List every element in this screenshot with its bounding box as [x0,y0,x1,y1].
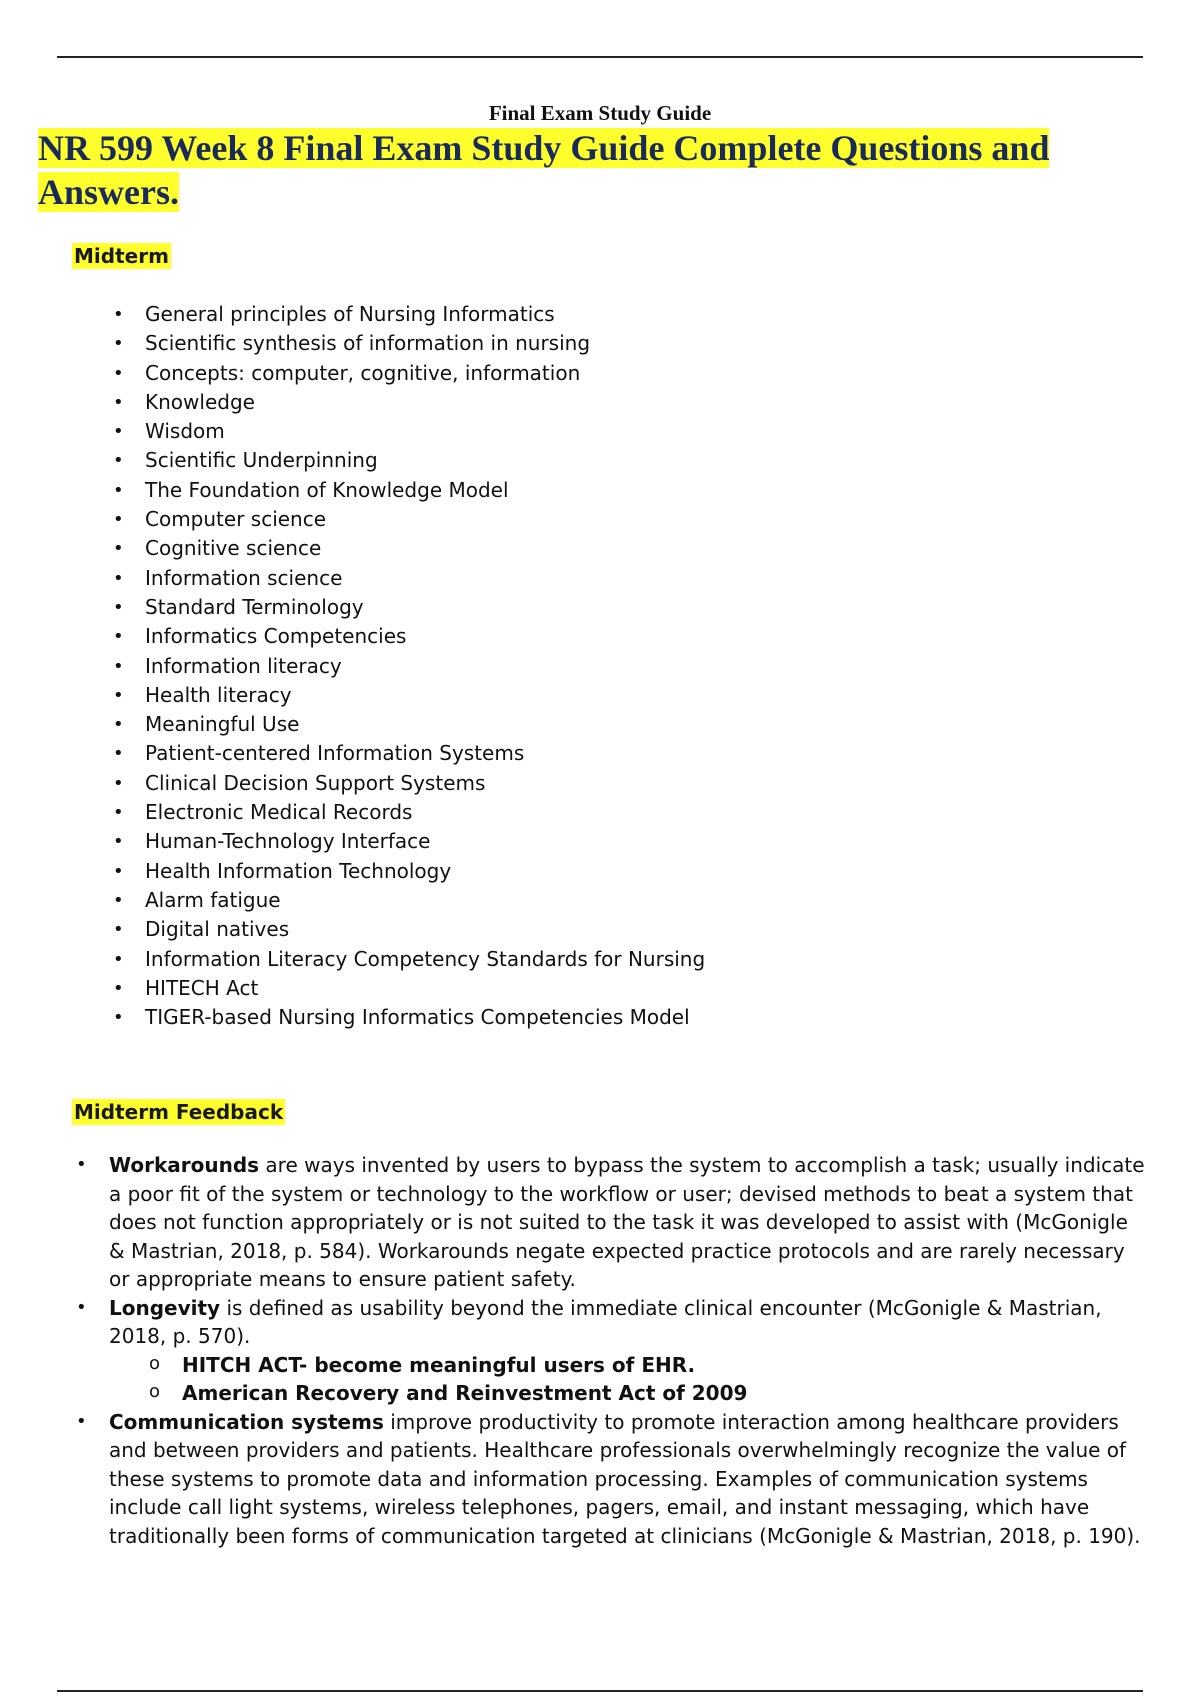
feedback-term: Workarounds [109,1153,260,1177]
list-item: • The Foundation of Knowledge Model [113,476,705,505]
feedback-term: Longevity [109,1295,221,1320]
list-item: • Concepts: computer, cognitive, information [113,359,705,388]
list-item: • Digital natives [113,915,705,944]
list-item: • Knowledge [113,388,705,417]
top-rule [57,56,1143,58]
list-item: • Informatics Competencies [113,622,705,651]
document-title [38,126,1118,214]
list-item: • Alarm fatigue [113,886,705,915]
list-item: • Health literacy [113,681,705,710]
list-item: • HITECH Act [113,974,705,1003]
list-item: • Computer science [113,505,705,534]
list-item: • Wisdom [113,417,705,446]
feedback-text: improve productivity to promote interaction among healthcare providers and between providers and patients. Healthcare professionals overwhelmingly recognize the value of these systems to promote data and information processing. Examples of communication systems include call light systems, wireless telephones, pagers, email, and instant messaging, which have traditionally been forms of communication targeted at clinicians (McGonigle & Mastrian, 2018, p. 190). [109,1409,1141,1548]
feedback-list [76,1151,1146,1550]
list-item: • Patient-centered Information Systems [113,739,705,768]
page-header-title: Final Exam Study Guide [488,101,712,125]
feedback-text: are ways invented by users to bypass the system to accomplish a task; usually indicate a poor fit of the system or technology to the workflow or user; devised methods to beat a system that does not function appropriately or is not suited to the task it was developed to assist with (McGonigle & Mastrian, 2018, p. 584). Workarounds negate expected practice protocols and are rarely necessary or appropriate means to ensure patient safety. [109,1153,1145,1291]
midterm-topic-list [113,300,705,1032]
sub-list-item: o American Recovery and Reinvestment Act of 2009 [149,1379,1146,1408]
list-item: • General principles of Nursing Informatics [113,300,705,329]
list-item: • Standard Terminology [113,593,705,622]
feedback-item-longevity [76,1294,1146,1408]
feedback-item-workarounds [76,1151,1146,1294]
feedback-term: Communication systems [109,1409,384,1434]
document-title-line-2: Answers. [38,172,179,212]
feedback-text: is defined as usability beyond the immediate clinical encounter (McGonigle & Mastrian, 2018, p. 570). [109,1295,1102,1348]
feedback-item-communication-systems [76,1408,1146,1551]
longevity-sub-list [109,1351,1146,1408]
list-item: • Scientific synthesis of information in nursing [113,329,705,358]
list-item: • Meaningful Use [113,710,705,739]
list-item: • Health Information Technology [113,857,705,886]
document-title-line-1: NR 599 Week 8 Final Exam Study Guide Complete Questions and [38,128,1050,168]
sub-list-item: o HITCH ACT- become meaningful users of EHR. [149,1351,1146,1380]
list-item: • TIGER-based Nursing Informatics Competencies Model [113,1003,705,1032]
list-item: • Cognitive science [113,534,705,563]
midterm-feedback-heading: Midterm Feedback [74,1100,284,1124]
list-item: • Clinical Decision Support Systems [113,769,705,798]
list-item: • Scientific Underpinning [113,446,705,475]
list-item: • Electronic Medical Records [113,798,705,827]
list-item: • Information Literacy Competency Standards for Nursing [113,945,705,974]
bottom-rule [57,1690,1143,1692]
list-item: • Human-Technology Interface [113,827,705,856]
list-item: • Information science [113,564,705,593]
midterm-heading: Midterm [74,244,169,268]
list-item: • Information literacy [113,652,705,681]
